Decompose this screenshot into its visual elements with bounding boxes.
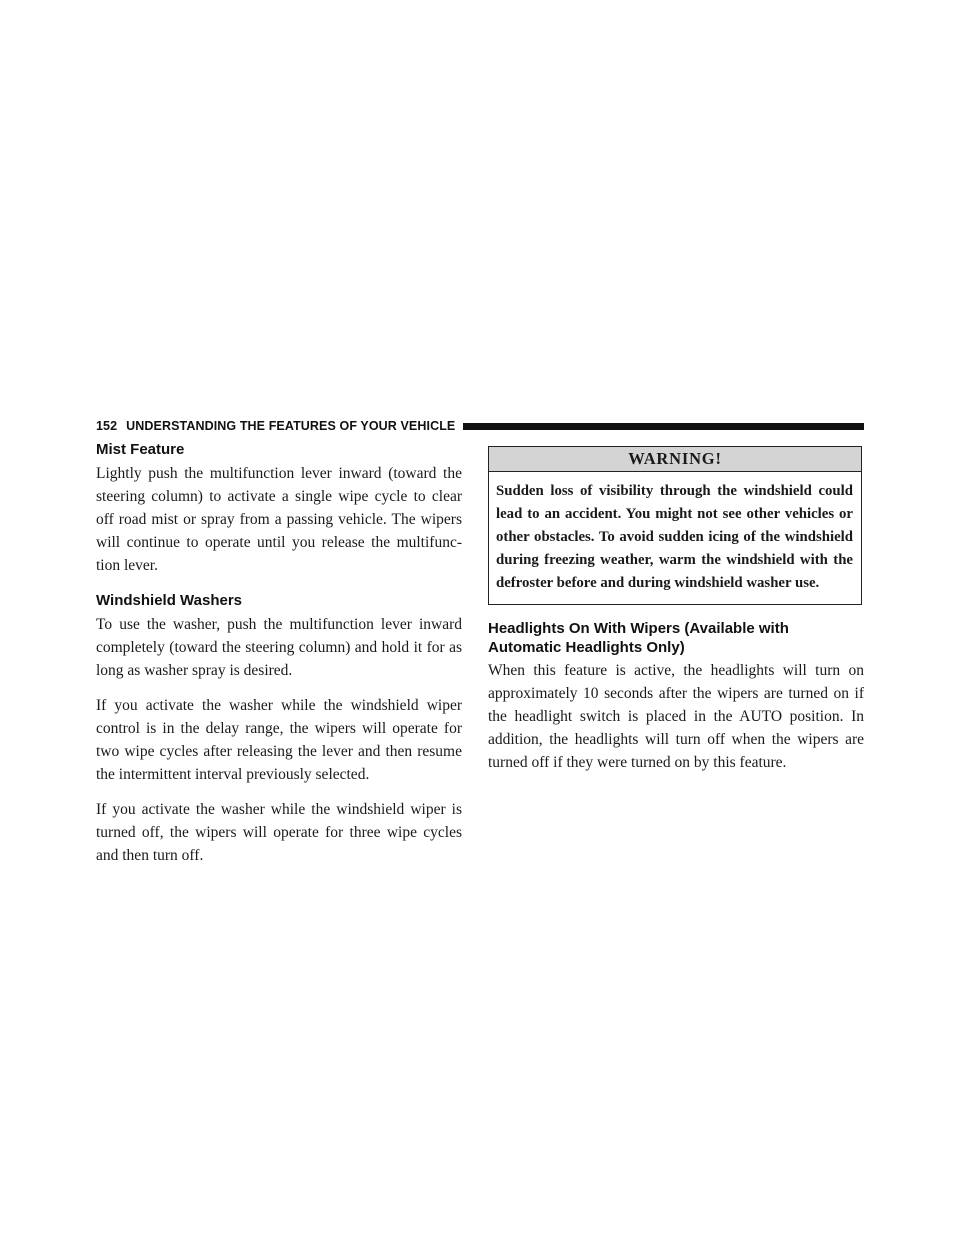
page-header <box>96 417 864 435</box>
mist-feature-paragraph: Lightly push the multifunction lever inward (toward the steering column) to activate a single wipe cycle to clear off road mist or spray from a passing vehicle. The wipers will continue to operate until you release the multifunc-tion lever. <box>96 465 462 574</box>
warning-title: WARNING! <box>489 447 861 472</box>
page-number: 152 <box>96 419 118 433</box>
washers-paragraph-3: If you activate the washer while the windshield wiper is turned off, the wipers will operate for three wipe cycles and then turn off. <box>96 801 462 864</box>
right-column <box>488 446 864 786</box>
mist-feature-heading: Mist Feature <box>96 441 185 458</box>
left-column <box>96 440 462 879</box>
section-title: UNDERSTANDING THE FEATURES OF YOUR VEHICLE <box>126 419 456 433</box>
header-rule <box>463 423 864 430</box>
washers-paragraph-2: If you activate the washer while the windshield wiper control is in the delay range, the wipers will operate for two wipe cycles after releasing the lever and then resume the intermittent interval previously selected. <box>96 697 462 783</box>
headlights-with-wipers-heading: Headlights On With Wipers (Available with Automatic Headlights Only) <box>488 620 789 656</box>
washers-paragraph-1: To use the washer, push the multifunction lever inward completely (toward the steering column) and hold it for as long as washer spray is desired. <box>96 616 462 679</box>
headlights-paragraph: When this feature is active, the headlights will turn on approximately 10 seconds after the wipers are turned on if the headlight switch is placed in the AUTO position. In addition, the headlights will turn off when the wipers are turned off if they were turned on by this feature. <box>488 662 864 771</box>
warning-text: Sudden loss of visibility through the windshield could lead to an accident. You might not see other vehicles or other obstacles. To avoid sudden icing of the windshield during freezing weather, warm the windshield with the defroster before and during windshield washer use. <box>496 483 853 591</box>
windshield-washers-heading: Windshield Washers <box>96 592 243 609</box>
warning-box <box>488 446 862 605</box>
